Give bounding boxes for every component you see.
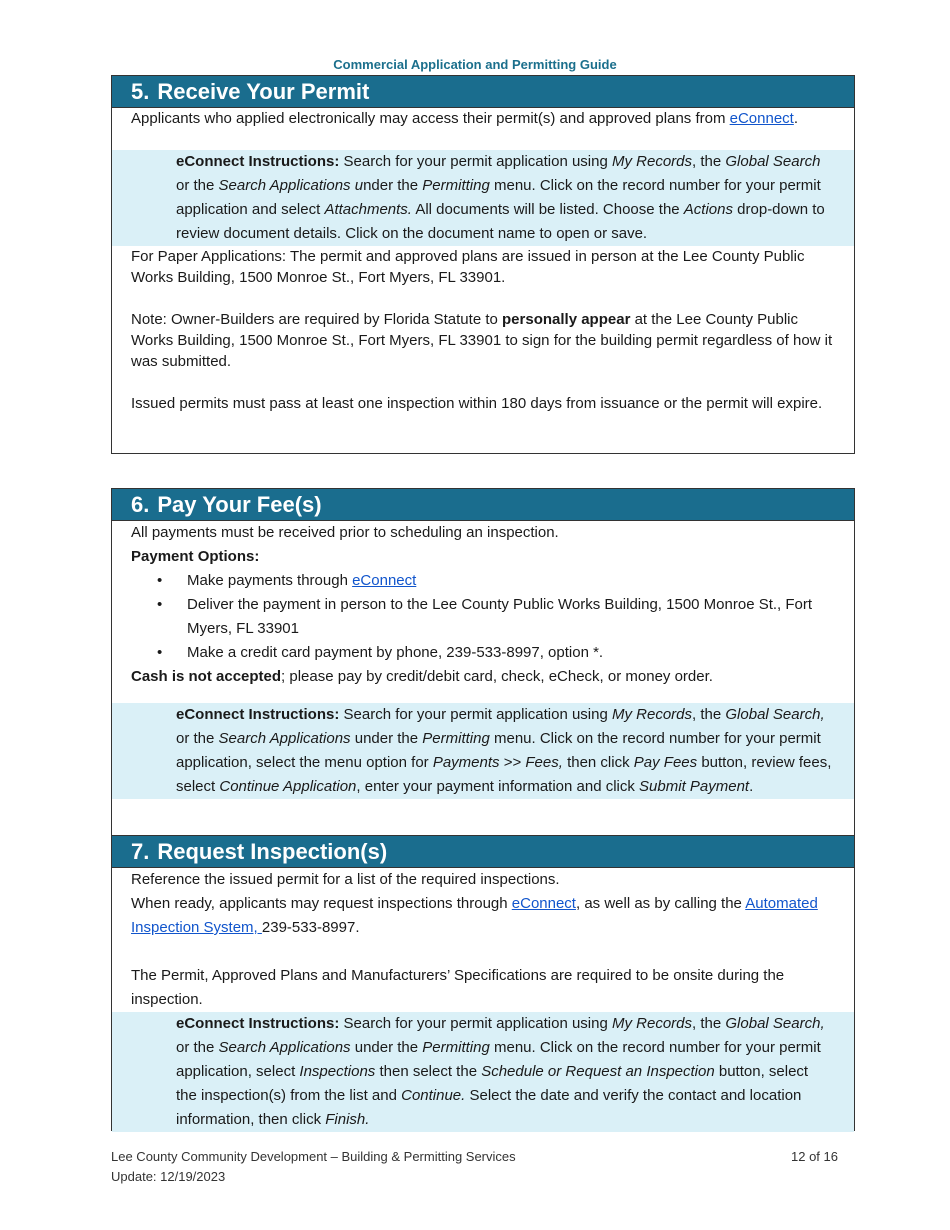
instr-label: eConnect Instructions: bbox=[176, 706, 340, 723]
options-label: Payment Options: bbox=[131, 548, 260, 565]
instr-text: nder the bbox=[363, 177, 423, 194]
instr-text: Search for your permit application using bbox=[339, 706, 612, 723]
instr-text: or the bbox=[176, 1039, 219, 1056]
issued-permits-paragraph: Issued permits must pass at least one inspection within 180 days from issuance or the permit will expire. bbox=[131, 395, 823, 412]
instr-italic: Permitting bbox=[422, 177, 490, 194]
reference-paragraph: Reference the issued permit for a list of the required inspections. bbox=[131, 871, 560, 888]
section-heading bbox=[112, 489, 854, 521]
spacer bbox=[112, 288, 854, 309]
bullet-text: Make payments through bbox=[187, 572, 353, 589]
econnect-link[interactable]: eConnect bbox=[352, 572, 417, 589]
instr-text: drop-down to review document details. Click on the document name to open or save. bbox=[176, 201, 825, 242]
section-number: 5. bbox=[131, 79, 150, 104]
instr-text: menu. Click on the record number for your permit application and select bbox=[176, 177, 821, 218]
when-text: , as well as by calling the bbox=[575, 895, 746, 912]
instr-text: then select the bbox=[375, 1063, 482, 1080]
intro-end: . bbox=[793, 110, 799, 127]
section-number: 7. bbox=[131, 839, 150, 864]
note-text: at the Lee County Public Works Building, 1500 Monroe St., Fort Myers, FL 33901 to sign for the building permit regardless of how it was submitted. bbox=[131, 311, 833, 370]
econnect-instructions bbox=[112, 150, 854, 246]
instr-italic: Continue. bbox=[401, 1087, 466, 1104]
spacer bbox=[112, 940, 854, 964]
instr-italic: Search Applications u bbox=[218, 177, 364, 194]
instr-italic: Fees, bbox=[525, 754, 563, 771]
instr-text: , the bbox=[692, 706, 726, 723]
instr-text: or the bbox=[176, 177, 219, 194]
phone-number: 239-533-8997. bbox=[261, 919, 360, 936]
footer-update-date: Update: 12/19/2023 bbox=[111, 1169, 226, 1184]
instr-italic: Search Applications bbox=[218, 1039, 351, 1056]
instr-italic: My Records bbox=[612, 153, 693, 170]
payment-intro: All payments must be received prior to scheduling an inspection. bbox=[131, 524, 559, 541]
instr-italic: Submit Payment bbox=[639, 778, 750, 795]
cash-bold: Cash is not accepted bbox=[131, 668, 282, 685]
econnect-link[interactable]: eConnect bbox=[729, 110, 794, 127]
instr-text: or the bbox=[176, 730, 219, 747]
cash-text: ; please pay by credit/debit card, check, eCheck, or money order. bbox=[281, 668, 713, 685]
footer-organization: Lee County Community Development – Building & Permitting Services bbox=[111, 1149, 516, 1164]
econnect-link[interactable]: eConnect bbox=[511, 895, 576, 912]
instr-text: button, select the inspection(s) from the list and bbox=[176, 1063, 809, 1104]
when-text: When ready, applicants may request inspections through bbox=[131, 895, 512, 912]
when-ready-paragraph bbox=[112, 892, 854, 940]
instr-italic: My Records bbox=[612, 1015, 693, 1032]
automated-inspection-link[interactable]: Automated Inspection System, bbox=[131, 895, 818, 936]
list-item: • Make a credit card payment by phone, 239-533-8997, option *. bbox=[187, 641, 835, 665]
instr-text: under the bbox=[350, 1039, 423, 1056]
instr-text: >> bbox=[499, 754, 526, 771]
instr-italic: Finish. bbox=[325, 1111, 370, 1128]
intro-text: Applicants who applied electronically may access their permit(s) and approved plans from bbox=[131, 110, 730, 127]
spacer bbox=[112, 372, 854, 393]
owner-builder-note bbox=[112, 309, 854, 372]
section-title: Request Inspection(s) bbox=[157, 839, 388, 864]
instr-italic: Actions bbox=[683, 201, 733, 218]
instr-text: menu. Click on the record number for your permit application, select bbox=[176, 1039, 821, 1080]
spacer bbox=[112, 689, 854, 703]
payment-options-list bbox=[112, 569, 854, 665]
payment-options-label bbox=[112, 545, 854, 569]
page-footer bbox=[111, 1147, 838, 1187]
instr-label: eConnect Instructions: bbox=[176, 1015, 340, 1032]
instr-italic: Permitting bbox=[422, 730, 490, 747]
note-text: Note: Owner-Builders are required by Florida Statute to bbox=[131, 311, 503, 328]
instr-text: then click bbox=[562, 754, 634, 771]
instr-text: , the bbox=[692, 1015, 726, 1032]
instr-italic: Global Search, bbox=[725, 706, 825, 723]
document-header: Commercial Application and Permitting Guide bbox=[333, 57, 617, 72]
section-title: Receive Your Permit bbox=[157, 79, 370, 104]
instr-text: All documents will be listed. Choose the bbox=[411, 201, 684, 218]
instr-label: eConnect Instructions: bbox=[176, 153, 340, 170]
instr-text: , enter your payment information and click bbox=[356, 778, 640, 795]
instr-text: . bbox=[749, 778, 754, 795]
instr-italic: Search Applications bbox=[218, 730, 351, 747]
instr-text: Search for your permit application using bbox=[339, 1015, 612, 1032]
onsite-paragraph: The Permit, Approved Plans and Manufacturers’ Specifications are required to be onsite during the inspection. bbox=[131, 967, 785, 1008]
list-item bbox=[187, 569, 835, 593]
list-item: • Deliver the payment in person to the Lee County Public Works Building, 1500 Monroe St., Fort Myers, FL 33901 bbox=[187, 593, 835, 641]
econnect-instructions bbox=[112, 1012, 854, 1132]
instr-italic: Global Search, bbox=[725, 1015, 825, 1032]
page-number: 12 of 16 bbox=[791, 1149, 838, 1164]
section-heading bbox=[112, 836, 854, 868]
note-bold: personally appear bbox=[502, 311, 631, 328]
intro-paragraph bbox=[112, 108, 854, 129]
section-receive-permit bbox=[111, 75, 855, 454]
instr-text: , the bbox=[692, 153, 726, 170]
instr-italic: Inspections bbox=[299, 1063, 376, 1080]
section-title: Pay Your Fee(s) bbox=[157, 492, 322, 517]
instr-italic: My Records bbox=[612, 706, 693, 723]
section-number: 6. bbox=[131, 492, 150, 517]
spacer bbox=[112, 129, 854, 150]
instr-text: under the bbox=[350, 730, 423, 747]
instr-italic: Continue Application bbox=[219, 778, 357, 795]
section-heading bbox=[112, 76, 854, 108]
instr-text: Select the date and verify the contact and location information, then click bbox=[176, 1087, 802, 1128]
section-request-inspections bbox=[111, 835, 855, 1131]
instr-italic: Global Search bbox=[725, 153, 821, 170]
econnect-instructions bbox=[112, 703, 854, 799]
cash-note bbox=[112, 665, 854, 689]
instr-text: menu. Click on the record number for your permit application, select the menu option for bbox=[176, 730, 821, 771]
section-pay-fees bbox=[111, 488, 855, 836]
instr-text: Search for your permit application using bbox=[339, 153, 612, 170]
instr-italic: Pay Fees bbox=[633, 754, 698, 771]
instr-italic: Permitting bbox=[422, 1039, 490, 1056]
instr-text: button, review fees, select bbox=[176, 754, 832, 795]
instr-italic: Payments bbox=[432, 754, 500, 771]
instr-italic: Schedule or Request an Inspection bbox=[481, 1063, 715, 1080]
paper-applications-paragraph: For Paper Applications: The permit and approved plans are issued in person at the Lee County Public Works Building, 1500 Monroe St., Fort Myers, FL 33901. bbox=[131, 248, 805, 286]
instr-italic: Attachments. bbox=[324, 201, 412, 218]
